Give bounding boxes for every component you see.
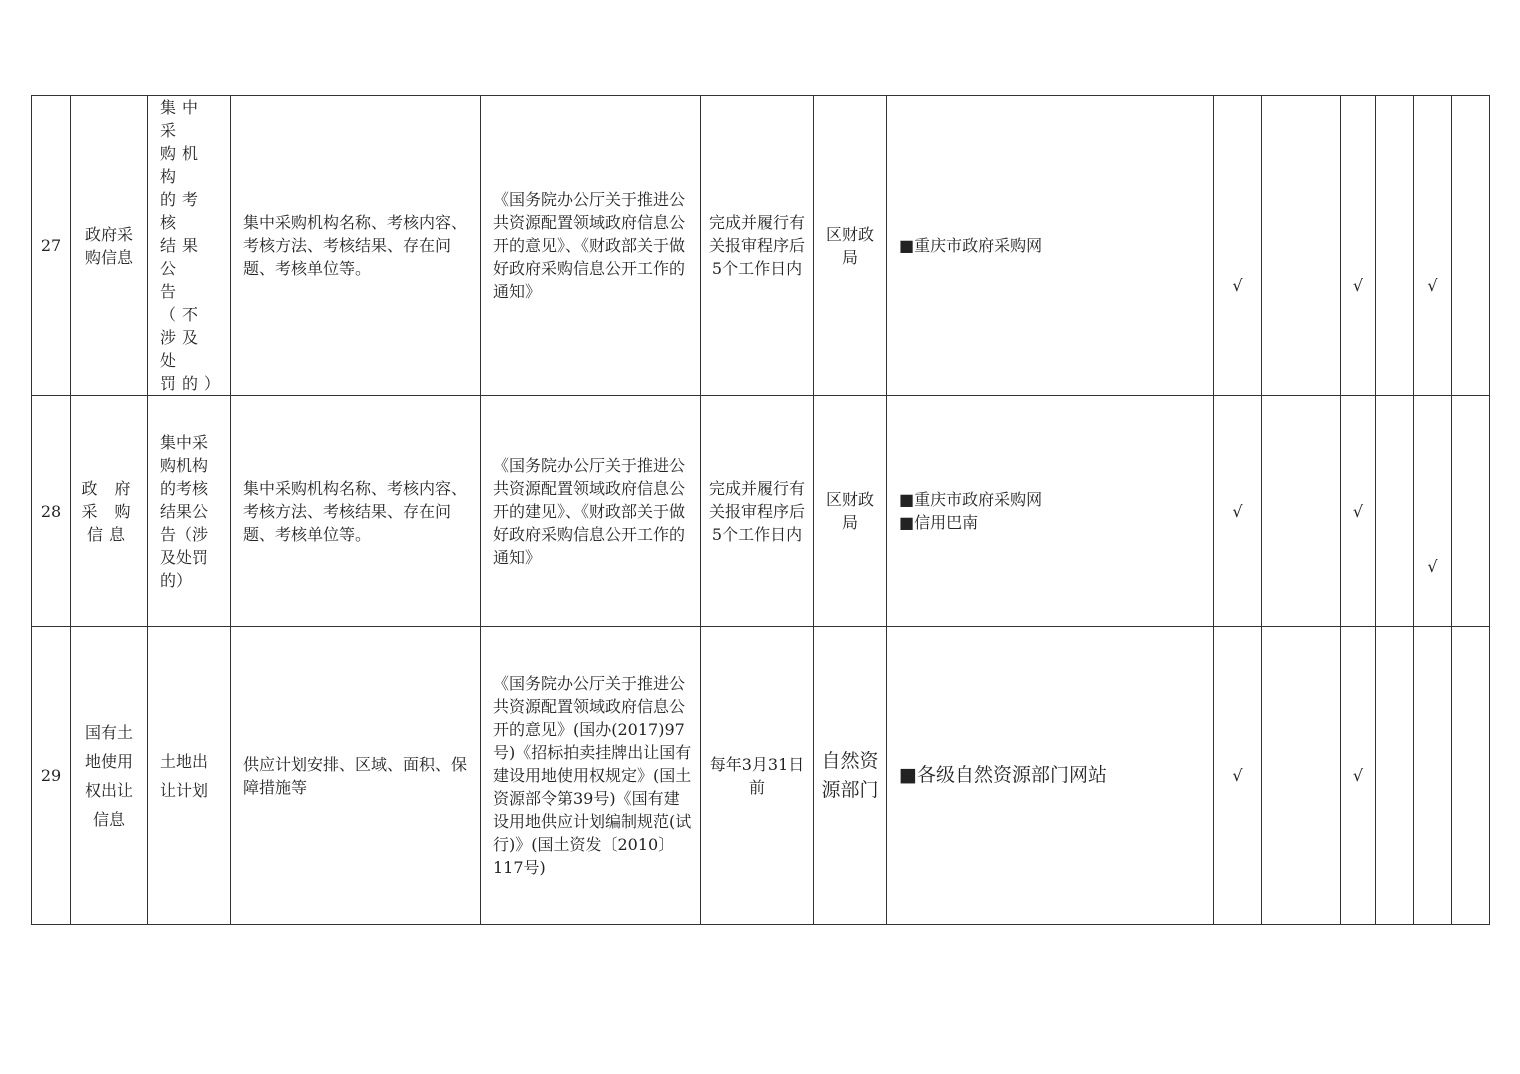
table-row — [32, 396, 1490, 627]
check-cell: √ — [1214, 627, 1262, 925]
check-cell — [1452, 396, 1490, 627]
category-cell: 政 府 采 购 信息 — [71, 396, 148, 627]
channel-cell — [887, 396, 1214, 627]
basis-cell: 《国务院办公厅关于推进公共资源配置领域政府信息公开的建见》、《财政部关于做好政府采购信息公开工作的通知》 — [481, 396, 701, 627]
content-cell: 集中采购机构名称、考核内容、考核方法、考核结果、存在问题、考核单位等。 — [231, 96, 481, 396]
row-number: 27 — [32, 96, 71, 396]
item-line: 的考核 — [160, 478, 209, 498]
check-cell — [1414, 396, 1452, 627]
time-cell: 每年3月31日前 — [701, 627, 814, 925]
row-number: 29 — [32, 627, 71, 925]
item-cell — [148, 627, 231, 925]
check-cell — [1376, 96, 1414, 396]
check-mark: √ — [1427, 556, 1438, 576]
item-line: 罚的） — [160, 374, 227, 393]
department-cell: 区财政局 — [814, 396, 887, 627]
channel-item: ■重庆市政府采购网 — [899, 236, 1043, 255]
check-cell: √ — [1341, 627, 1376, 925]
check-cell — [1262, 627, 1341, 925]
item-line: 土地出 — [160, 751, 209, 771]
table-row — [32, 627, 1490, 925]
check-cell: √ — [1341, 396, 1376, 627]
item-line: 结果公 — [160, 501, 209, 521]
row-number: 28 — [32, 396, 71, 627]
disclosure-table — [31, 95, 1490, 925]
channel-item: ■各级自然资源部门网站 — [899, 764, 1107, 786]
item-cell — [148, 396, 231, 627]
category-cell: 政府采购信息 — [71, 96, 148, 396]
check-cell — [1414, 627, 1452, 925]
content-cell: 供应计划安排、区域、面积、保障措施等 — [231, 627, 481, 925]
item-line: 告（不 — [160, 282, 205, 324]
item-line: 的考核 — [160, 190, 205, 232]
content-cell: 集中采购机构名称、考核内容、考核方法、考核结果、存在问题、考核单位等。 — [231, 396, 481, 627]
time-cell: 完成并履行有关报审程序后5个工作日内 — [701, 396, 814, 627]
item-line: 的） — [160, 570, 193, 590]
basis-cell: 《国务院办公厅关于推进公共资源配置领域政府信息公开的意见》、《财政部关于做好政府采购信息公开工作的通知》 — [481, 96, 701, 396]
item-cell — [148, 96, 231, 396]
item-line: 集中采 — [160, 432, 209, 452]
check-cell — [1262, 396, 1341, 627]
channel-item: ■重庆市政府采购网 — [899, 490, 1043, 509]
check-cell — [1376, 396, 1414, 627]
check-cell — [1452, 96, 1490, 396]
check-cell: √ — [1214, 396, 1262, 627]
check-cell — [1214, 96, 1262, 396]
basis-cell: 《国务院办公厅关于推进公共资源配置领域政府信息公开的意见》(国办(2017)97号)《招标拍卖挂牌出让国有建设用地使用权规定》(国土资源部令第39号)《国有建设用地供应计划编制规范(试行)》(国土资发〔2010〕117号) — [481, 627, 701, 925]
item-line: 涉及处 — [160, 328, 205, 370]
time-cell: 完成并履行有关报审程序后5个工作日内 — [701, 96, 814, 396]
category-cell: 国有土地使用权出让信息 — [71, 627, 148, 925]
department-cell: 自然资源部门 — [814, 627, 887, 925]
check-cell — [1414, 96, 1452, 396]
item-line: 让计划 — [160, 780, 209, 800]
check-mark: √ — [1427, 276, 1438, 295]
check-cell — [1452, 627, 1490, 925]
channel-cell — [887, 627, 1214, 925]
check-mark: √ — [1352, 276, 1364, 295]
check-cell — [1376, 627, 1414, 925]
item-line: 告（涉 — [160, 524, 209, 544]
channel-item: ■信用巴南 — [899, 513, 979, 532]
item-line: 集中采 — [160, 98, 205, 140]
item-line: 购机构 — [160, 144, 205, 186]
department-cell: 区财政局 — [814, 96, 887, 396]
item-line: 及处罚 — [160, 547, 209, 567]
check-mark: √ — [1232, 276, 1243, 295]
table-row — [32, 96, 1490, 396]
item-line: 结果公 — [160, 236, 205, 278]
check-cell — [1262, 96, 1341, 396]
item-line: 购机构 — [160, 455, 209, 475]
check-cell — [1341, 96, 1376, 396]
channel-cell — [887, 96, 1214, 396]
